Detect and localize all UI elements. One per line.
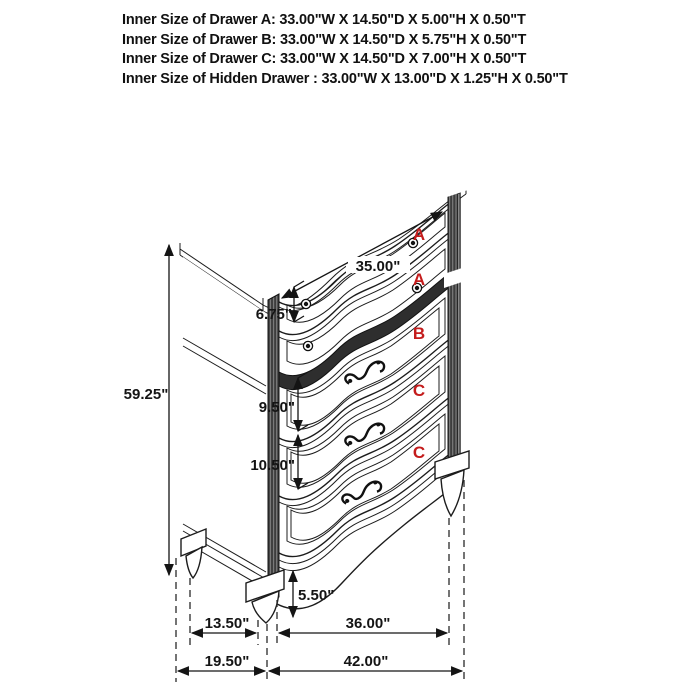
spec-line-drawer-c: Inner Size of Drawer C: 33.00"W X 14.50"D X 7.00"H X 0.50"T	[122, 51, 527, 67]
drawer-c1-label: C	[412, 381, 426, 400]
dim-drawer-c-height: 10.50"	[250, 457, 295, 474]
right-pilaster	[448, 188, 458, 478]
knob-a1-left	[301, 299, 310, 308]
dim-overall-height: 59.25"	[123, 386, 169, 403]
spec-line-drawer-a: Inner Size of Drawer A: 33.00"W X 14.50"D X 5.00"H X 0.50"T	[122, 12, 526, 28]
dim-leg-span-width: 36.00"	[345, 615, 391, 632]
dim-drawer-a-height: 6.75"	[255, 306, 292, 323]
dim-drawer-front-width: 35.00"	[355, 258, 401, 275]
drawer-b-label: B	[412, 324, 426, 343]
dim-overall-width: 42.00"	[343, 653, 389, 670]
dim-leg-height: 5.50"	[298, 587, 335, 604]
drawer-c2-label: C	[412, 443, 426, 462]
drawer-a2-label: A	[412, 270, 426, 289]
left-pilaster	[268, 294, 279, 603]
dim-leg-span-depth: 13.50"	[204, 615, 250, 632]
inner-size-spec-block	[122, 11, 568, 89]
knob-a2-left	[303, 341, 312, 350]
dim-overall-depth: 19.50"	[204, 653, 250, 670]
dim-drawer-b-height: 9.50"	[258, 399, 295, 416]
spec-line-hidden-drawer: Inner Size of Hidden Drawer : 33.00"W X 13.00"D X 1.25"H X 0.50"T	[122, 70, 568, 87]
spec-line-drawer-b: Inner Size of Drawer B: 33.00"W X 14.50"D X 5.75"H X 0.50"T	[122, 31, 527, 48]
drawer-a1-label: A	[412, 225, 426, 244]
